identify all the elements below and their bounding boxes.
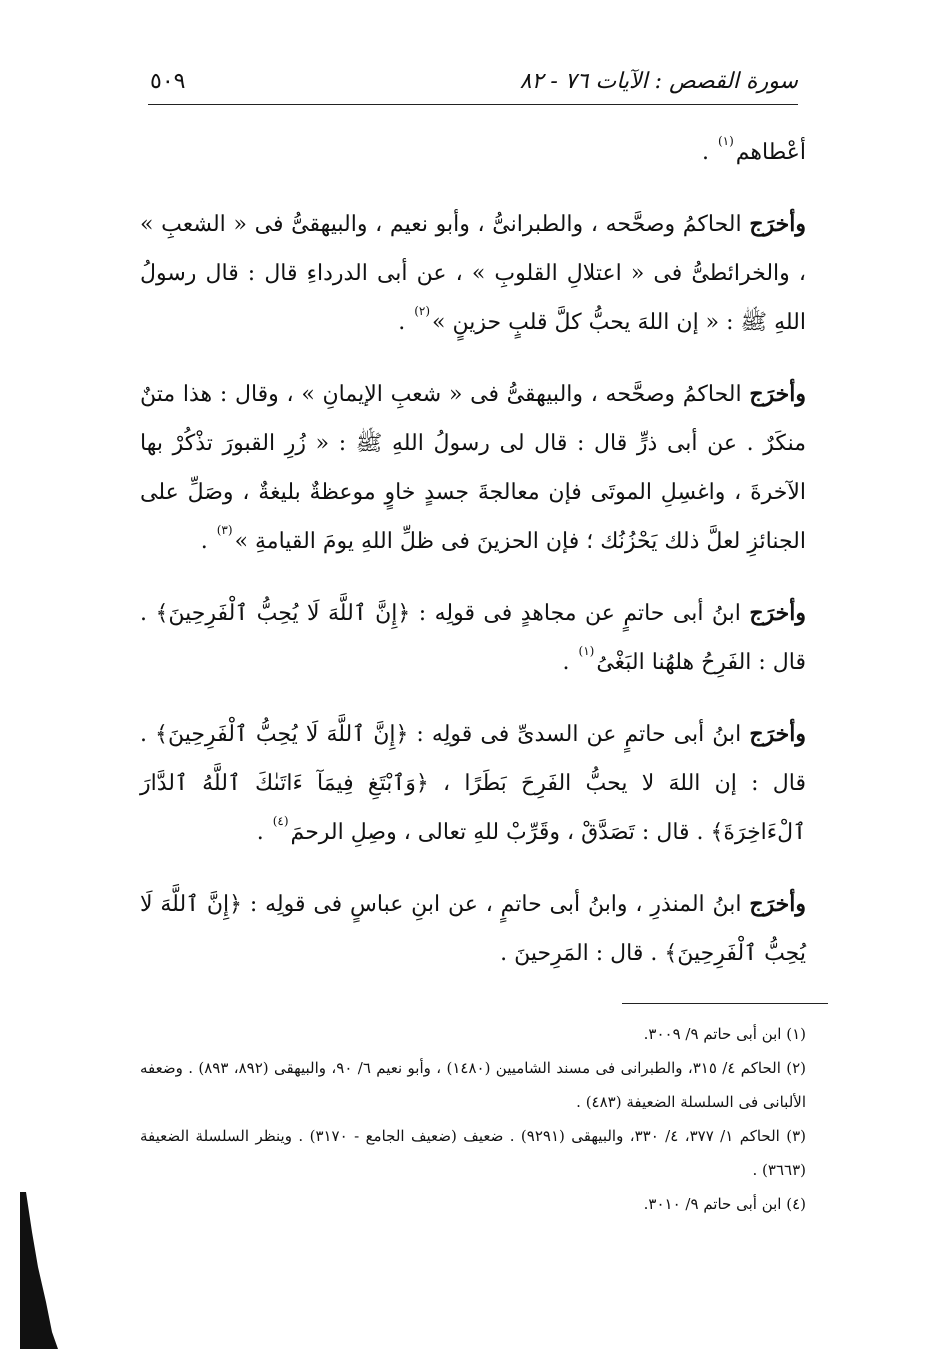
main-text [140,128,806,1001]
paragraph [140,128,806,177]
paragraph-tail: . [398,310,413,335]
footnote: (١) ابن أبى حاتم ٩/ ٣٠٠٩. [643,1025,806,1043]
footnotes [140,1017,806,1221]
paragraph-text: ابنُ المنذرِ ، وابنُ أبى حاتمٍ ، عن ابنِ عباسٍ فى قولِه : ﴿إِنَّ ٱللَّهَ لَا يُحِبُّ ٱلْفَرِحِينَ﴾ . قال : المَرِحينَ . [140,892,806,966]
paragraph-tail: . [562,650,577,675]
paragraph [140,370,806,566]
footnote: (٣) الحاكم ١/ ٣٧٧، ٤/ ٣٣٠، والبيهقى (٩٢٩١) . ضعيف (ضعيف الجامع - ٣١٧٠) . وينظر السلسلة الضعيفة (٣٦٦٣) . [140,1127,807,1179]
footnote: (٢) الحاكم ٤/ ٣١٥، والطبرانى فى مسند الشاميين (١٤٨٠) ، وأبو نعيم ٦/ ٩٠، والبيهقى (٨٩٢، ٨٩٣) . وضعفه الألبانى فى السلسلة الضعيفة (٤٨٣) . [140,1059,807,1111]
paragraph-text: ابنُ أبى حاتمٍ عن مجاهدٍ فى قولِه : ﴿إِنَّ ٱللَّهَ لَا يُحِبُّ ٱلْفَرِحِينَ﴾ . قال : الفَرِحُ هلهُنا البَغْىُ [140,601,806,675]
footnote-marker: (١) [717,134,734,148]
footnote-marker: (٢) [414,304,431,318]
page-number: ٥٠٩ [150,68,186,94]
paragraph-lead: وأخرَج [749,891,806,917]
paragraph-text: ابنُ أبى حاتمٍ عن السدىِّ فى قولِه : ﴿إِنَّ ٱللَّهَ لَا يُحِبُّ ٱلْفَرِحِينَ﴾ . قال : إن اللهَ لا يحبُّ الفَرِحَ بَطَرًا ، ﴿وَٱبْتَغِ فِيمَآ ءَاتَىٰكَ ٱللَّهُ ٱلدَّارَ ٱلْءَاخِرَةَ﴾ . قال : تَصَدَّقْ ، وقَرِّبْ للهِ تعالى ، وصِلِ الرحمَ [140,722,806,845]
paragraph [140,589,806,687]
paragraph-text: أعْطاهم [735,140,806,165]
paragraph-tail: . [256,820,271,845]
paragraph-lead: وأخرَج [749,381,806,407]
paragraph-lead: وأخرَج [749,721,806,747]
running-title: سورة القصص : الآيات ٧٦ - ٨٢ [519,68,798,94]
paragraph-tail: . [200,529,215,554]
paragraph [140,880,806,978]
paragraph-lead: وأخرَج [749,211,806,237]
footnote-separator [622,1003,828,1004]
paragraph-lead: وأخرَج [749,600,806,626]
paragraph [140,710,806,857]
footnote-marker: (١) [578,644,595,658]
paragraph-text: الحاكمُ وصحَّحه ، والطبرانىُّ ، وأبو نعيم ، والبيهقىُّ فى « الشعبِ » ، والخرائطىُّ فى « اعتلالِ القلوبِ » ، عن أبى الدرداءِ قال : قال رسولُ اللهِ ﷺ : « إن اللهَ يحبُّ كلَّ قلبٍ حزينٍ » [140,212,806,335]
header-rule [148,104,798,105]
page-header [150,60,798,102]
footnote-marker: (٤) [272,814,289,828]
paragraph [140,200,806,347]
footnote-marker: (٣) [216,523,233,537]
scan-shadow-edge [20,1192,60,1349]
paragraph-tail: . [701,140,716,165]
paragraph-text: الحاكمُ وصحَّحه ، والبيهقىُّ فى « شعبِ الإيمانِ » ، وقال : هذا متنٌ منكَرٌ . عن أبى ذرٍّ قال : قال لى رسولُ اللهِ ﷺ : « زُرِ القبورَ تذْكُرْ بها الآخرةَ ، واغسِلِ الموتَى فإن معالجةَ جسدٍ خاوٍ موعظةٌ بليغةٌ ، وصَلِّ على الجنائزِ لعلَّ ذلك يَحْزُنُك ؛ فإن الحزينَ فى ظلِّ اللهِ يومَ القيامةِ » [140,382,806,554]
footnote: (٤) ابن أبى حاتم ٩/ ٣٠١٠. [643,1195,806,1213]
